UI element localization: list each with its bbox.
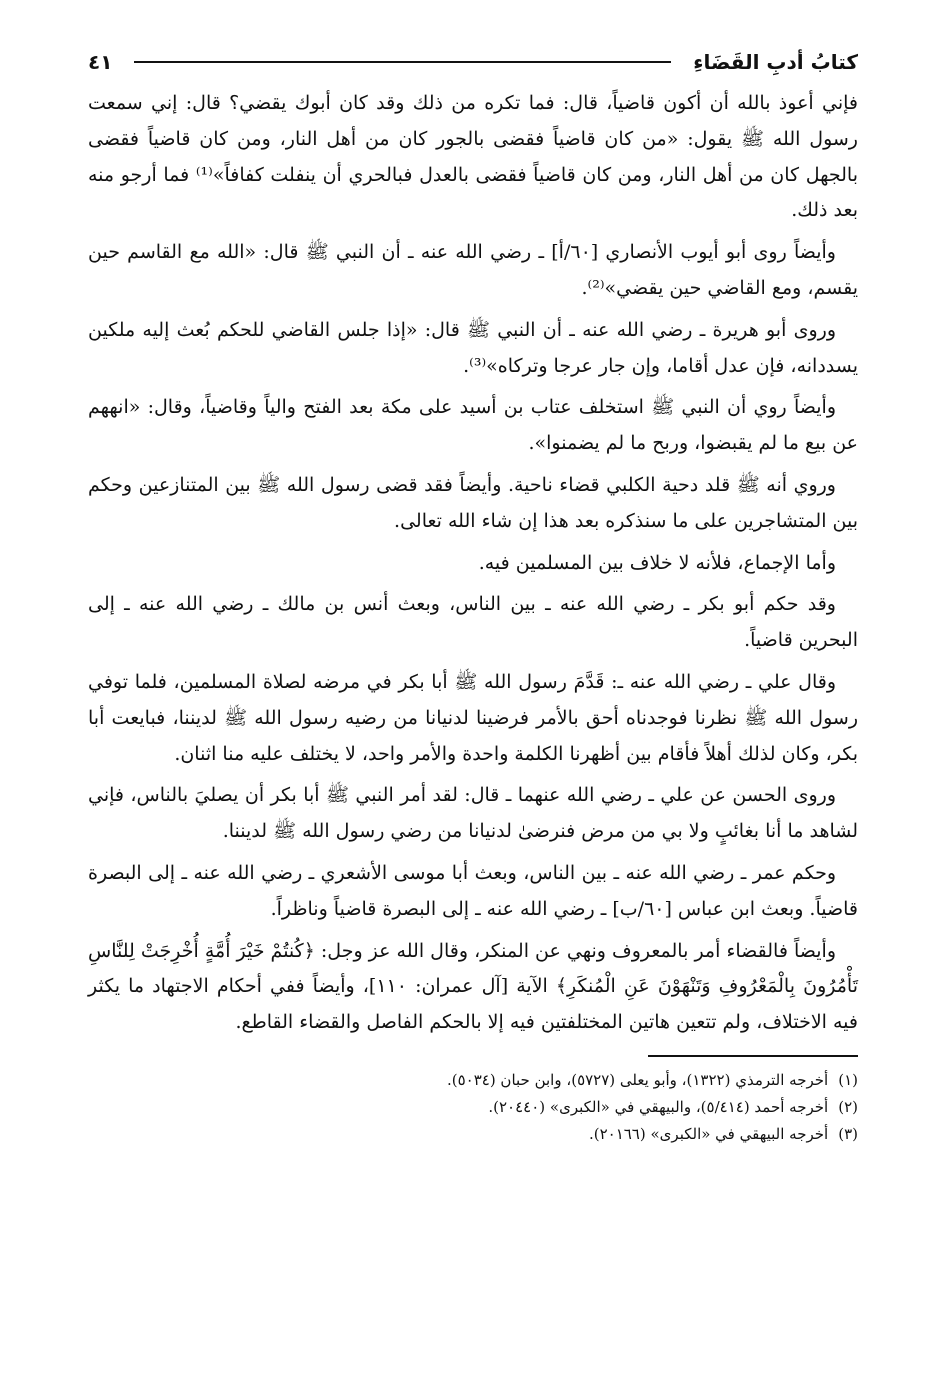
paragraph: وحكم عمر ـ رضي الله عنه ـ بين الناس، وبعث أبا موسى الأشعري ـ رضي الله عنه ـ إلى البصرة قاضياً. وبعث ابن عباس [٦٠/ب] ـ رضي الله عنه ـ إلى البصرة قاضياً وناظراً. [88, 861, 858, 920]
paragraph: وأيضاً روى أبو أيوب الأنصاري [٦٠/أ] ـ رضي الله عنه ـ أن النبي ﷺ قال: «الله مع القاسم حين يقسم، ومع القاضي حين يقضي»⁽²⁾. [88, 241, 858, 299]
footnote-rule [648, 1055, 858, 1057]
footnote [88, 1121, 858, 1148]
paragraph: وأيضاً روي أن النبي ﷺ استخلف عتاب بن أسيد على مكة بعد الفتح والياً وقاضياً، وقال: «انههم عن بيع ما لم يقبضوا، وربح ما لم يضمنوا». [88, 396, 858, 455]
paragraph: وروي أنه ﷺ قلد دحية الكلبي قضاء ناحية. وأيضاً فقد قضى رسول الله ﷺ بين المتنازعين وحكم بين المتشاجرين على ما سنذكره بعد هذا إن شاء الله تعالى. [88, 473, 858, 532]
paragraph: وأيضاً فالقضاء أمر بالمعروف ونهي عن المنكر، وقال الله عز وجل: ﴿كُنتُمْ خَيْرَ أُمَّةٍ أُخْرِجَتْ لِلنَّاسِ تَأْمُرُونَ بِالْمَعْرُوفِ وَتَنْهَوْنَ عَنِ الْمُنكَرِ﴾ الآية [آل عمران: ١١٠]، وأيضاً ففي أحكام الاجتهاد ما يكثر فيه الاختلاف، ولم تتعين هاتين المختلفتين فيه إلا بالحكم الفاصل والقضاء القاطع. [88, 939, 858, 1034]
paragraph: وقد حكم أبو بكر ـ رضي الله عنه ـ بين الناس، وبعث أنس بن مالك ـ رضي الله عنه ـ إلى البحرين قاضياً. [88, 593, 858, 652]
paragraph: فإني أعوذ بالله أن أكون قاضياً، قال: فما تكره من ذلك وقد كان أبوك يقضي؟ قال: إني سمعت رسول الله ﷺ يقول: «من كان قاضياً فقضى بالجور كان من أهل النار، ومن كان قاضياً فقضى بالجهل كان من أهل النار، ومن كان قاضياً فقضى بالعدل فبالحري أن ينفلت كفافاً»⁽¹⁾ فما أرجو منه بعد ذلك. [88, 92, 858, 222]
footnote-text: أخرجه البيهقي في «الكبرى» (٢٠١٦٦). [588, 1124, 829, 1143]
paragraph: وقال علي ـ رضي الله عنه ـ: قَدَّمَ رسول الله ﷺ أبا بكر في مرضه لصلاة المسلمين، فلما توفي رسول الله ﷺ نظرنا فوجدناه أحق بالأمر فرضينا لدنيانا من رضيه رسول الله ﷺ لديننا، فبايعت أبا بكر، وكان لذلك أهلاً فأقام بين أظهرنا الكلمة واحدة والأمر واحد، لا يختلف عليه منا اثنان. [88, 670, 858, 765]
footnote-number: (٣) [838, 1124, 858, 1143]
footnotes [88, 1067, 858, 1148]
paragraph: وروى الحسن عن علي ـ رضي الله عنهما ـ قال: لقد أمر النبي ﷺ أبا بكر أن يصليَ بالناس، فإني لشاهد ما أنا بغائبٍ ولا بي من مرض فنرضىٰ لدنيانا من رضي رسول الله ﷺ لديننا. [88, 784, 858, 843]
book-title: كتابُ أدبِ القَضَاءِ [693, 50, 858, 74]
paragraph: وروى أبو هريرة ـ رضي الله عنه ـ أن النبي ﷺ قال: «إذا جلس القاضي للحكم بُعث إليه ملكين يسددانه، فإن عدل أقاما، وإن جار عرجا وتركاه»⁽³⁾. [88, 318, 858, 377]
footnote [88, 1094, 858, 1121]
page [88, 44, 858, 1344]
footnote-number: (٢) [838, 1097, 858, 1116]
running-header [88, 44, 858, 80]
footnote-text: أخرجه الترمذي (١٣٢٢)، وأبو يعلى (٥٧٢٧)، وابن حبان (٥٠٣٤). [446, 1070, 829, 1089]
page-number: ٤١ [88, 50, 113, 74]
footnote [88, 1067, 858, 1094]
paragraph: وأما الإجماع، فلأنه لا خلاف بين المسلمين فيه. [478, 551, 836, 574]
main-text [88, 86, 858, 1041]
header-rule [134, 61, 671, 63]
footnote-number: (١) [838, 1070, 858, 1089]
footnote-text: أخرجه أحمد (٥/٤١٤)، والبيهقي في «الكبرى» (٢٠٤٤٠). [488, 1097, 829, 1116]
